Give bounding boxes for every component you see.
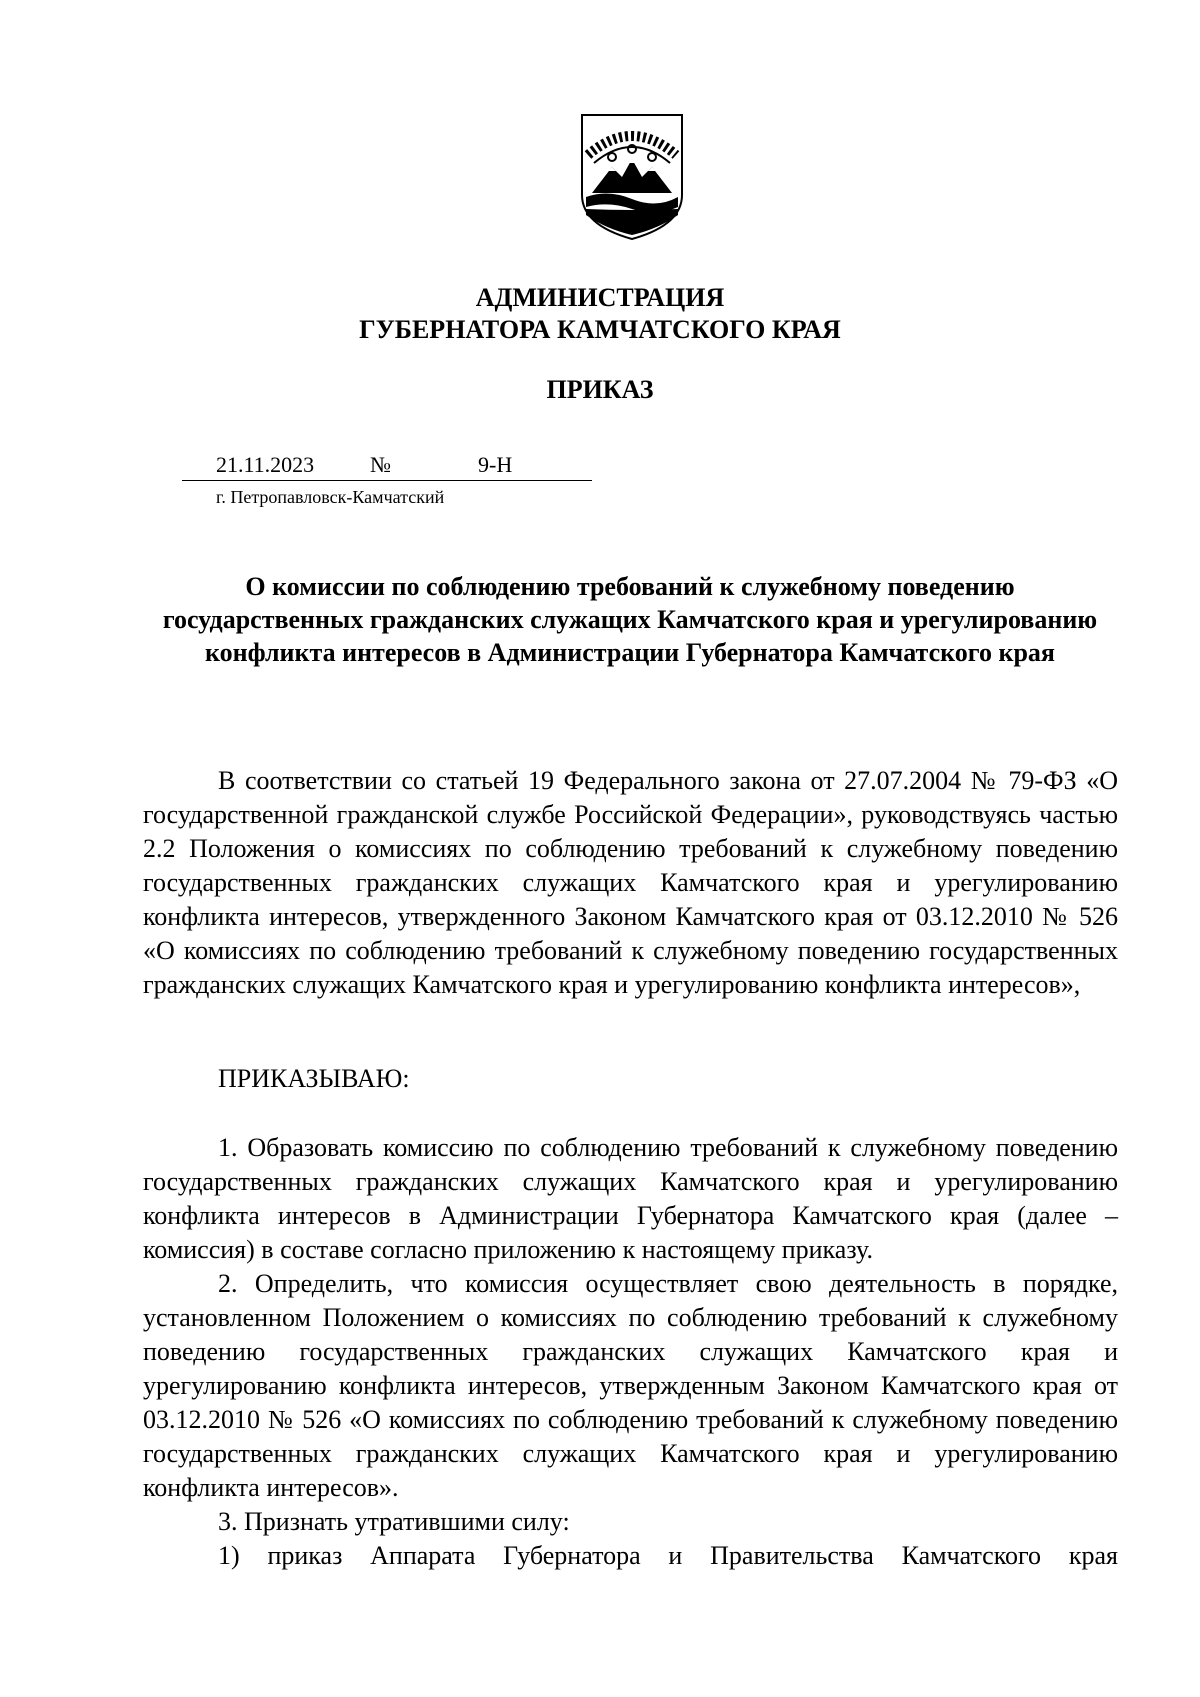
document-city: г. Петропавловск-Камчатский: [216, 487, 445, 507]
items-block: [143, 1131, 1118, 1573]
number-sign: №: [370, 452, 391, 477]
order-word: ПРИКАЗЫВАЮ:: [218, 1064, 410, 1093]
org-name-line2: ГУБЕРНАТОРА КАМЧАТСКОГО КРАЯ: [359, 315, 841, 344]
coat-of-arms-icon: [578, 111, 686, 243]
item-paragraph: 2. Определить, что комиссия осуществляет свою деятельность в порядке, установленном Положением о комиссиях по соблюдению требований к служебному поведению государственных гражданских служащих Камчатского края и урегулированию конфликта интересов, утвержденным Законом Камчатского края от 03.12.2010 № 526 «О комиссиях по соблюдению требований к служебному поведению государственных гражданских служащих Камчатского края и урегулированию конфликта интересов».: [143, 1269, 1118, 1502]
document-meta: [182, 450, 592, 481]
item-paragraph: 1) приказ Аппарата Губернатора и Правительства Камчатского края: [218, 1541, 1118, 1570]
document-type: ПРИКАЗ: [546, 375, 654, 404]
preamble-block: [143, 764, 1118, 1002]
item-paragraph: 3. Признать утратившими силу:: [218, 1507, 570, 1536]
document-date: 21.11.2023: [216, 452, 315, 477]
document-number: 9-Н: [478, 452, 513, 477]
document-subject: О комиссии по соблюдению требований к служебному поведению государственных гражданских служащих Камчатского края и урегулированию конфликта интересов в Администрации Губернатора Камчатского края: [162, 572, 1098, 667]
item-paragraph: 1. Образовать комиссию по соблюдению требований к служебному поведению государственных гражданских служащих Камчатского края и урегулированию конфликта интересов в Администрации Губернатора Камчатского края (далее – комиссия) в составе согласно приложению к настоящему приказу.: [143, 1133, 1118, 1264]
org-name-line1: АДМИНИСТРАЦИЯ: [475, 283, 725, 312]
preamble-paragraph: В соответствии со статьей 19 Федерального закона от 27.07.2004 № 79-ФЗ «О государственной гражданской службе Российской Федерации», руководствуясь частью 2.2 Положения о комиссиях по соблюдению требований к служебному поведению государственных гражданских служащих Камчатского края и урегулированию конфликта интересов, утвержденного Законом Камчатского края от 03.12.2010 № 526 «О комиссиях по соблюдению требований к служебному поведению государственных гражданских служащих Камчатского края и урегулированию конфликта интересов»,: [143, 766, 1118, 999]
